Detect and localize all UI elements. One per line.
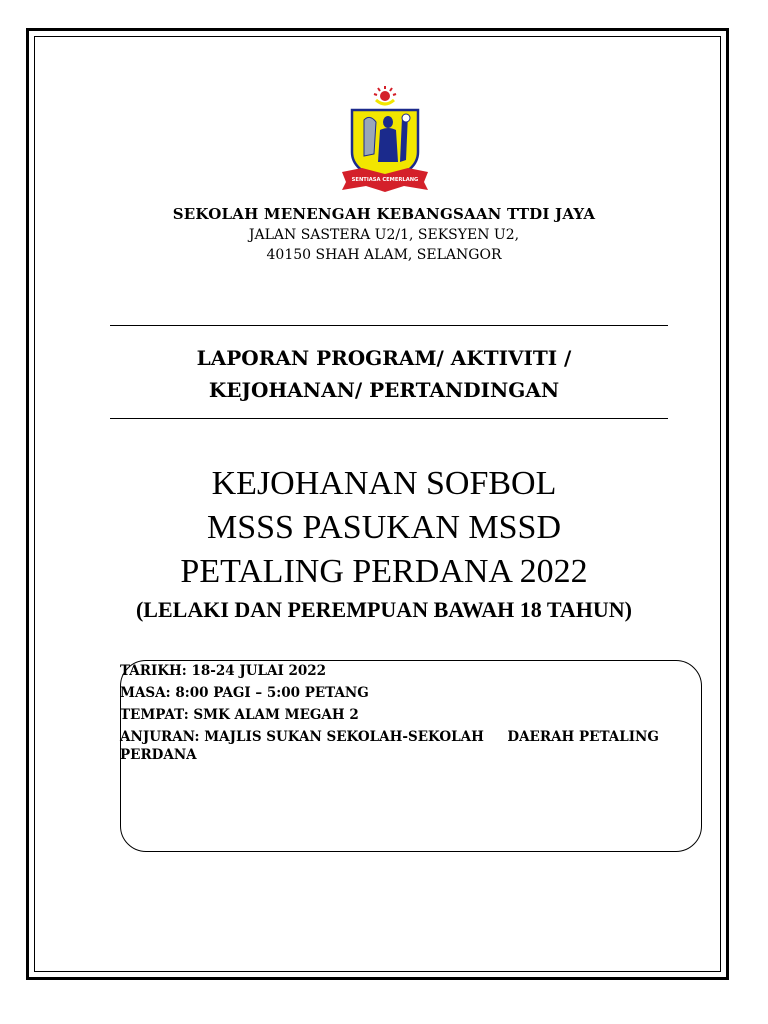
event-details	[120, 660, 690, 764]
report-type-line1: LAPORAN PROGRAM/ AKTIVITI /	[196, 346, 572, 370]
sun-icon	[374, 86, 396, 104]
school-name: SEKOLAH MENENGAH KEBANGSAAN TTDI JAYA	[172, 205, 596, 223]
event-title-line2: MSSS PASUKAN MSSD	[206, 509, 562, 546]
report-type	[0, 342, 768, 406]
school-header	[0, 203, 768, 265]
detail-organizer: ANJURAN: MAJLIS SUKAN SEKOLAH-SEKOLAH DAERAH PETALING PERDANA	[120, 729, 664, 763]
event-title-line3: PETALING PERDANA 2022	[180, 553, 588, 590]
detail-date: TARIKH: 18-24 JULAI 2022	[120, 663, 327, 679]
school-crest-logo	[340, 84, 430, 200]
logo-motto-text: SENTIASA CEMERLANG	[351, 177, 419, 183]
event-title	[0, 462, 768, 594]
school-address-line2: 40150 SHAH ALAM, SELANGOR	[266, 247, 502, 263]
school-address-line1: JALAN SASTERA U2/1, SEKSYEN U2,	[248, 227, 520, 243]
event-subtitle: (LELAKI DAN PEREMPUAN BAWAH 18 TAHUN)	[135, 597, 633, 622]
detail-time: MASA: 8:00 PAGI – 5:00 PETANG	[120, 685, 369, 701]
divider-bottom	[110, 418, 668, 419]
report-type-line2: KEJOHANAN/ PERTANDINGAN	[208, 378, 560, 402]
event-title-line1: KEJOHANAN SOFBOL	[211, 465, 557, 502]
divider-top	[110, 325, 668, 326]
detail-venue: TEMPAT: SMK ALAM MEGAH 2	[120, 707, 359, 723]
